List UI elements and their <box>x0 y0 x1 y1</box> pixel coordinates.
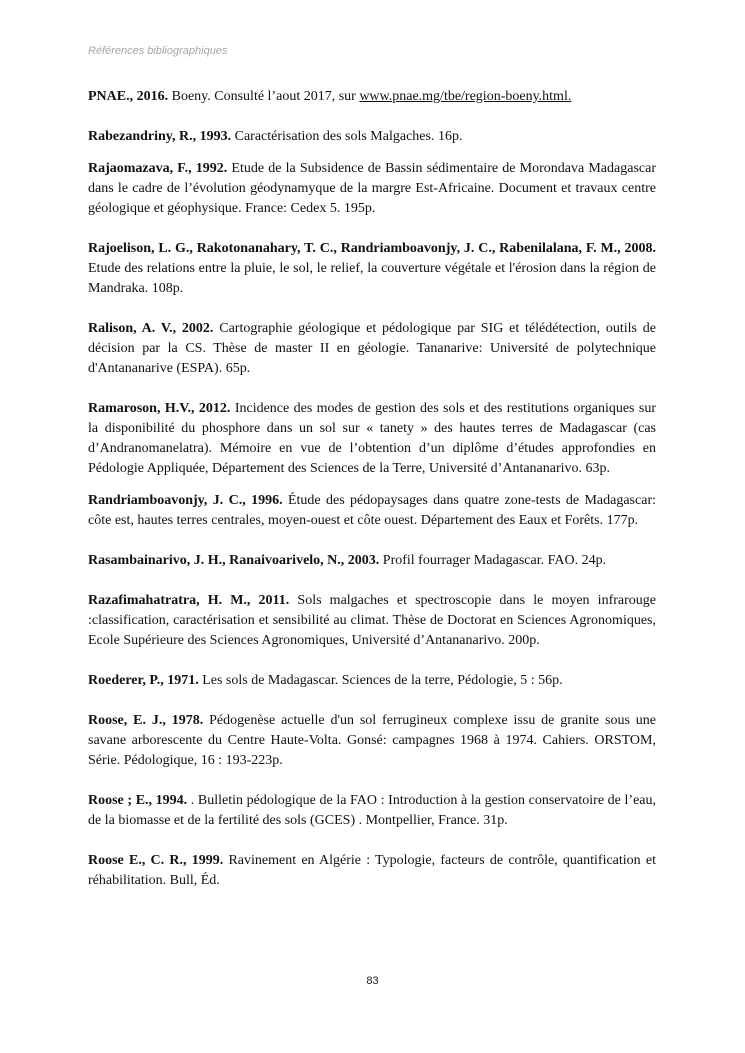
page-number: 83 <box>366 975 379 987</box>
reference-text: Ravinement en Algérie : Typologie, facteurs de contrôle, quantification et réhabilitation. Bull, Éd. <box>88 853 656 888</box>
reference-entry <box>88 551 656 571</box>
reference-entry <box>88 319 656 379</box>
reference-authors: PNAE., 2016. <box>88 89 169 104</box>
reference-authors: Rajoelison, L. G., Rakotonanahary, T. C., Randriamboavonjy, J. C., Rabenilalana, F. M., 2008. <box>88 241 656 256</box>
running-header: Références bibliographiques <box>88 45 228 57</box>
reference-entry <box>88 791 656 831</box>
reference-text: Boeny. Consulté l’aout 2017, sur <box>168 89 360 104</box>
reference-authors: Razafimahatratra, H. M., 2011. <box>88 593 290 608</box>
reference-text: Etude des relations entre la pluie, le sol, le relief, la couverture végétale et l'érosion dans la région de Mandraka. 108p. <box>88 261 656 296</box>
reference-authors: Roose ; E., 1994. <box>88 793 188 808</box>
reference-authors: Roose E., C. R., 1999. <box>88 853 224 868</box>
reference-text: Incidence des modes de gestion des sols et des restitutions organiques sur la disponibilité du phosphore dans un sol sur « tanety » des hautes terres de Madagascar (cas d’Andranomanelatra). Mémoire en vue de l’obtention d’un diplôme d’études approfondies en Pédologie Appliquée, Département des Sciences de la Terre, Université d’Antananarivo. 63p. <box>88 401 657 476</box>
reference-entry <box>88 87 656 107</box>
reference-authors: Rabezandriny, R., 1993. <box>88 129 232 144</box>
reference-authors: Roederer, P., 1971. <box>88 673 199 688</box>
reference-entry <box>88 851 656 891</box>
reference-text: Cartographie géologique et pédologique par SIG et télédétection, outils de décision par la CS. Thèse de master II en géologie. Tananarive: Université de polytechnique d'Antananarive (ESPA). 65p. <box>88 321 656 376</box>
reference-text: Étude des pédopaysages dans quatre zone-tests de Madagascar: côte est, hautes terres centrales, moyen-ouest et côte ouest. Département des Eaux et Forêts. 177p. <box>88 493 656 528</box>
reference-authors: Rajaomazava, F., 1992. <box>88 161 228 176</box>
reference-text: Les sols de Madagascar. Sciences de la terre, Pédologie, 5 : 56p. <box>198 673 563 688</box>
reference-entry <box>88 491 656 531</box>
reference-entry <box>88 399 656 479</box>
reference-authors: Ramaroson, H.V., 2012. <box>88 401 231 416</box>
reference-entry <box>88 239 656 299</box>
reference-text: Etude de la Subsidence de Bassin sédimentaire de Morondava Madagascar dans le cadre de l’évolution géodynamyque de la margre Est-Africaine. Document et travaux centre géologique et géophysique. France: Cedex 5. 195p. <box>88 161 656 216</box>
reference-entry <box>88 591 656 651</box>
reference-entry <box>88 159 656 219</box>
reference-text: Pédogenèse actuelle d'un sol ferrugineux complexe issu de granite sous une savane arborescente du Centre Haute-Volta. Gonsé: campagnes 1968 à 1974. Cahiers. ORSTOM, Série. Pédologique, 16 : 193-223p. <box>88 713 656 768</box>
reference-entry <box>88 127 656 147</box>
reference-text: Sols malgaches et spectroscopie dans le moyen infrarouge :classification, caractérisation et sensibilité au climat. Thèse de Doctorat en Sciences Agronomiques, Ecole Supérieure des Sciences Agronomiques, Université d’Antananarivo. 200p. <box>88 593 656 648</box>
reference-authors: Ralison, A. V., 2002. <box>88 321 214 336</box>
reference-entry <box>88 711 656 771</box>
reference-text: Profil fourrager Madagascar. FAO. 24p. <box>379 553 607 568</box>
reference-entry <box>88 671 656 691</box>
reference-link[interactable]: www.pnae.mg/tbe/region-boeny.html. <box>359 89 572 104</box>
reference-text: Caractérisation des sols Malgaches. 16p. <box>231 129 463 144</box>
reference-text: . Bulletin pédologique de la FAO : Introduction à la gestion conservatoire de l’eau, de la biomasse et de la fertilité des sols (GCES) . Montpellier, France. 31p. <box>88 793 656 828</box>
reference-authors: Roose, E. J., 1978. <box>88 713 204 728</box>
reference-authors: Randriamboavonjy, J. C., 1996. <box>88 493 283 508</box>
reference-authors: Rasambainarivo, J. H., Ranaivoarivelo, N., 2003. <box>88 553 380 568</box>
reference-list <box>88 87 656 911</box>
